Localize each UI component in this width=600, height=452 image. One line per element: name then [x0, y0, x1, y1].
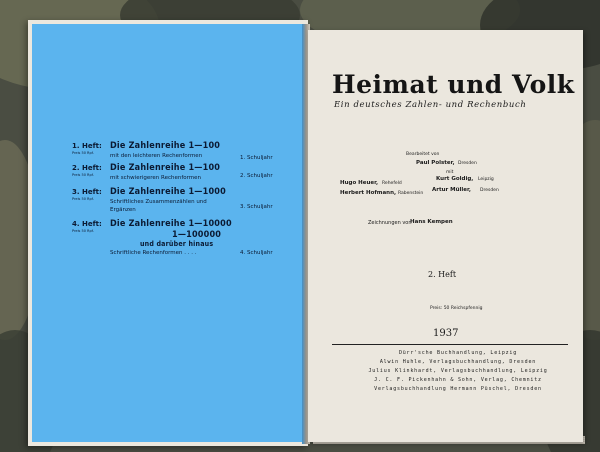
price-label: Preis: 50 Reichspfennig: [430, 306, 483, 311]
series-price: Preis 50 Rpf.: [72, 197, 94, 201]
series-subtitle: mit den leichteren Rechenformen: [110, 153, 203, 159]
series-title: Die Zahlenreihe 1—1000: [110, 187, 226, 197]
coauthor-name: Herbert Hofmann,: [340, 190, 397, 196]
series-title-line2: 1—100000: [172, 230, 222, 240]
coauthor-name: Artur Müller,: [432, 187, 472, 193]
coauthor-name: Hugo Heuer,: [340, 180, 379, 186]
title-page: [308, 30, 583, 442]
series-subtitle-cont: Ergänzen: [110, 207, 136, 213]
series-price: Preis 50 Rpf.: [72, 173, 94, 177]
series-list: [72, 142, 304, 260]
series-title-line3: und darüber hinaus: [140, 240, 214, 248]
series-row-3: [72, 188, 304, 220]
editor-city: Dresden: [458, 161, 477, 166]
series-subtitle: mit schwierigeren Rechenformen: [110, 175, 202, 181]
series-title: Die Zahlenreihe 1—100: [110, 163, 221, 173]
series-row-2: [72, 164, 304, 188]
series-number: 4. Heft:: [72, 220, 102, 228]
open-booklet: [28, 20, 593, 450]
drawings-label: Zeichnungen von: [368, 220, 412, 226]
series-number: 3. Heft:: [72, 188, 102, 196]
series-price: Preis 50 Rpf.: [72, 151, 94, 155]
coauthor-name: Kurt Goldig,: [436, 176, 474, 182]
series-price: Preis 50 Rpf.: [72, 229, 94, 233]
illustrator-name: Hans Kempen: [410, 219, 453, 225]
edited-by-label: Bearbeitet von: [406, 152, 440, 157]
publisher-line: Dürr'sche Buchhandlung, Leipzig: [398, 350, 518, 356]
publisher-line: Julius Klinkhardt, Verlagsbuchhandlung, Leipzig: [368, 368, 548, 374]
publisher-line: Alwin Huhle, Verlagsbuchhandlung, Dresden: [379, 359, 537, 365]
series-number: 2. Heft:: [72, 164, 102, 172]
series-year: 4. Schuljahr: [240, 250, 273, 256]
series-subtitle: Schriftliches Zusammenzählen und: [110, 199, 207, 205]
series-title: Die Zahlenreihe 1—100: [110, 141, 221, 151]
coauthor-city: Rehefeld: [382, 181, 402, 186]
issue-number: 2. Heft: [428, 270, 457, 279]
series-number: 1. Heft:: [72, 142, 102, 150]
book-subtitle: Ein deutsches Zahlen- und Rechenbuch: [334, 100, 527, 110]
coauthor-city: Dresden: [480, 188, 499, 193]
editor-name: Paul Polster,: [416, 160, 455, 166]
publisher-line: J. C. F. Pickenhahn & Sohn, Verlag, Chemnitz: [374, 377, 542, 383]
book-title: Heimat und Volk: [332, 70, 575, 99]
divider-rule: [332, 344, 568, 345]
left-page-blue-cover: [28, 20, 308, 446]
coauthor-city: Leipzig: [478, 177, 494, 182]
publisher-line: Verlagsbuchhandlung Hermann Püschel, Dresden: [374, 386, 542, 392]
series-title: Die Zahlenreihe 1—10000: [110, 219, 232, 229]
series-row-4: [72, 220, 304, 260]
series-row-1: [72, 142, 304, 164]
coauthor-city: Rabenstein: [398, 191, 424, 196]
series-year: 1. Schuljahr: [240, 155, 273, 161]
series-year: 3. Schuljahr: [240, 204, 273, 210]
publication-year: 1937: [433, 328, 459, 339]
series-subtitle: Schriftliche Rechenformen . . . .: [110, 250, 197, 256]
with-label: mit: [446, 170, 454, 175]
series-year: 2. Schuljahr: [240, 173, 273, 179]
